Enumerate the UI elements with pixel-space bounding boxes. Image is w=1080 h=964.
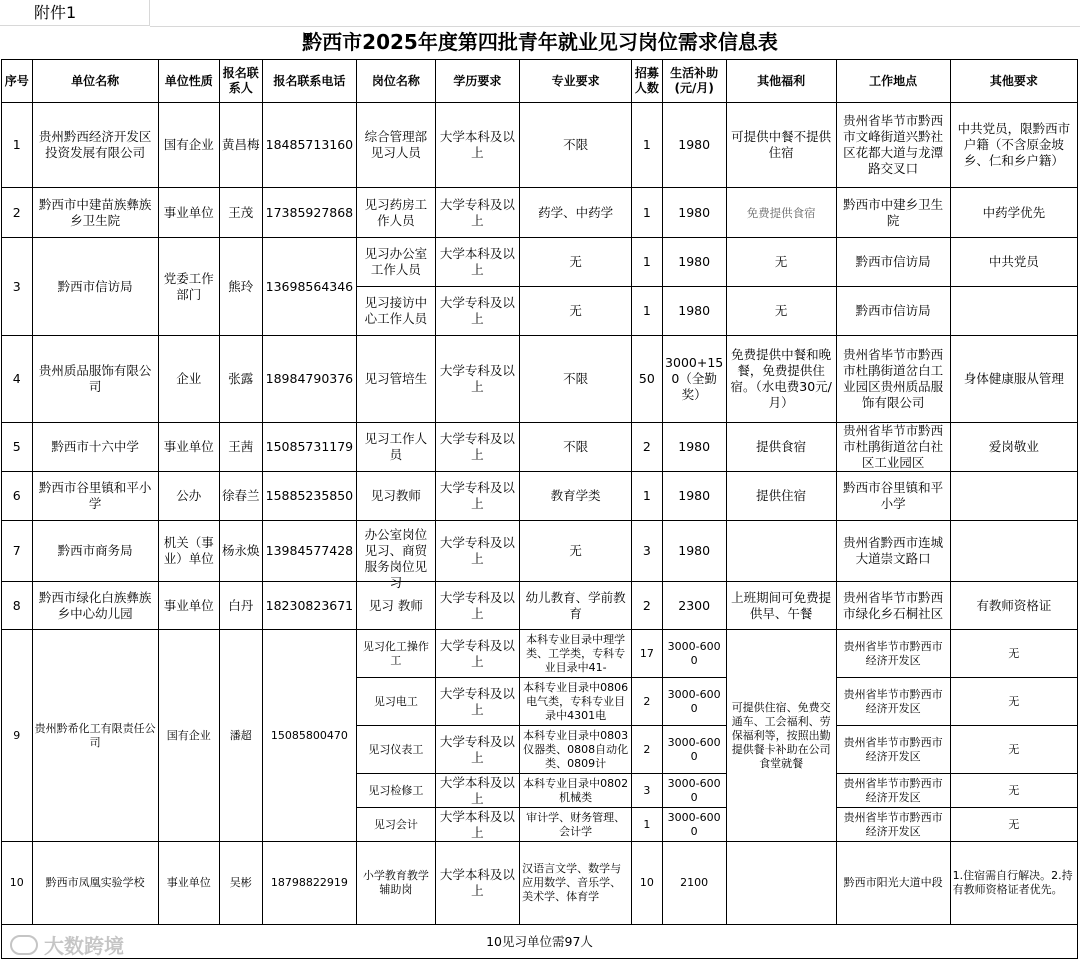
cell-major: 药学、中药学 — [520, 188, 632, 238]
cell-major: 幼儿教育、学前教育 — [520, 582, 632, 630]
cell-major — [520, 808, 632, 842]
cell-other: 无 — [950, 808, 1077, 842]
cell-count: 1 — [632, 103, 663, 188]
cell-contact: 张露 — [219, 336, 262, 423]
cell-other: 中共党员 — [950, 238, 1077, 287]
major-text: 本科专业目录中0802机械类 — [523, 776, 629, 804]
cell-subsidy: 3000-6000 — [662, 678, 726, 726]
cell-contact: 杨永焕 — [219, 521, 262, 582]
header-cell: 报名联系电话 — [262, 60, 357, 103]
header-cell: 生活补助(元/月) — [662, 60, 726, 103]
cell-major — [520, 678, 632, 726]
cell-position: 见习工作人员 — [357, 423, 435, 472]
cell-count: 1 — [632, 472, 663, 521]
header-cell: 报名联系人 — [219, 60, 262, 103]
cell-position: 见习办公室工作人员 — [357, 238, 435, 287]
cell-location: 贵州省毕节市黔西市文峰街道兴黔社区花都大道与龙潭路交叉口 — [836, 103, 950, 188]
cell-unit: 黔西市商务局 — [32, 521, 158, 582]
header-cell: 单位名称 — [32, 60, 158, 103]
cell-major: 教育学类 — [520, 472, 632, 521]
cell-location: 贵州省毕节市黔西市经济开发区 — [836, 774, 950, 808]
cell-welfare: 无 — [726, 238, 836, 287]
cell-subsidy: 1980 — [662, 103, 726, 188]
cell-edu: 大学专科及以上 — [435, 678, 519, 726]
header-cell: 专业要求 — [520, 60, 632, 103]
cell-contact: 吴彬 — [219, 842, 262, 925]
cell-nature: 事业单位 — [158, 842, 219, 925]
cell-subsidy: 3000-6000 — [662, 630, 726, 678]
cell-edu: 大学本科及以上 — [435, 103, 519, 188]
cell-no: 7 — [2, 521, 33, 582]
cell-nature: 党委工作部门 — [158, 238, 219, 336]
cell-major — [520, 726, 632, 774]
cell-phone: 15085800470 — [262, 630, 357, 842]
cell-unit: 贵州黔西经济开发区投资发展有限公司 — [32, 103, 158, 188]
cell-edu: 大学专科及以上 — [435, 726, 519, 774]
cell-major: 不限 — [520, 103, 632, 188]
cell-unit: 贵州黔希化工有限责任公司 — [32, 630, 158, 842]
table-row — [2, 630, 1078, 678]
cell-phone: 13984577428 — [262, 521, 357, 582]
major-text: 本科专业目录中0803仪器类、0808自动化类、0809计 — [523, 728, 629, 770]
cell-location: 贵州省毕节市黔西市绿化乡石桐社区 — [836, 582, 950, 630]
cell-edu: 大学专科及以上 — [435, 423, 519, 472]
cell-phone: 18230823671 — [262, 582, 357, 630]
cell-other: 爱岗敬业 — [950, 423, 1077, 472]
cell-edu: 大学本科及以上 — [435, 842, 519, 925]
watermark — [10, 930, 124, 959]
cell-position: 见习会计 — [357, 808, 435, 842]
cell-location: 贵州省毕节市黔西市杜鹃街道岔白工业园区贵州质品服饰有限公司 — [836, 336, 950, 423]
cell-subsidy: 3000+150（全勤奖） — [662, 336, 726, 423]
cell-contact: 潘超 — [219, 630, 262, 842]
cell-subsidy: 3000-6000 — [662, 726, 726, 774]
cell-subsidy: 2300 — [662, 582, 726, 630]
cell-nature: 国有企业 — [158, 630, 219, 842]
cell-nature: 事业单位 — [158, 582, 219, 630]
cell-edu: 大学专科及以上 — [435, 287, 519, 336]
footer-row — [2, 925, 1078, 959]
attachment-label: 附件1 — [0, 0, 150, 26]
cell-unit: 黔西市中建苗族彝族乡卫生院 — [32, 188, 158, 238]
cell-position: 见习管培生 — [357, 336, 435, 423]
cell-position: 见习教师 — [357, 472, 435, 521]
cell-unit: 黔西市绿化白族彝族乡中心幼儿园 — [32, 582, 158, 630]
major-text: 本科专业目录中0806电气类，专科专业目录中4301电 — [523, 680, 629, 722]
cell-phone: 17385927868 — [262, 188, 357, 238]
table-row — [2, 423, 1078, 472]
cell-no: 3 — [2, 238, 33, 336]
cell-unit: 黔西市凤凰实验学校 — [32, 842, 158, 925]
cell-subsidy: 1980 — [662, 423, 726, 472]
cell-no: 5 — [2, 423, 33, 472]
cell-other — [950, 472, 1077, 521]
cell-other: 中共党员，限黔西市户籍（不含原金坡乡、仁和乡户籍） — [950, 103, 1077, 188]
cell-location: 贵州省毕节市黔西市经济开发区 — [836, 808, 950, 842]
cell-location: 黔西市信访局 — [836, 238, 950, 287]
cell-other: 无 — [950, 774, 1077, 808]
cell-edu: 大学专科及以上 — [435, 336, 519, 423]
cell-major: 不限 — [520, 423, 632, 472]
header-cell: 工作地点 — [836, 60, 950, 103]
cell-location: 黔西市中建乡卫生院 — [836, 188, 950, 238]
watermark-text: 大数跨境 — [44, 934, 124, 958]
cell-edu: 大学本科及以上 — [435, 238, 519, 287]
cell-edu: 大学本科及以上 — [435, 774, 519, 808]
cell-other: 无 — [950, 630, 1077, 678]
cell-count: 2 — [632, 678, 663, 726]
cell-nature: 公办 — [158, 472, 219, 521]
position-text: 办公室岗位见习、商贸服务岗位见习 — [364, 527, 428, 590]
cell-position: 见习化工操作工 — [357, 630, 435, 678]
cell-subsidy: 1980 — [662, 238, 726, 287]
table-row — [2, 582, 1078, 630]
cell-major: 汉语言文学、数学与应用数学、音乐学、美术学、体育学 — [520, 842, 632, 925]
cell-unit: 黔西市十六中学 — [32, 423, 158, 472]
cell-no: 8 — [2, 582, 33, 630]
cell-welfare: 可提供住宿、免费交通车、工会福利、劳保福利等，按照出勤提供餐卡补助在公司食堂就餐 — [726, 630, 836, 842]
cell-count: 1 — [632, 238, 663, 287]
cell-nature: 国有企业 — [158, 103, 219, 188]
table-row — [2, 103, 1078, 188]
header-cell: 其他福利 — [726, 60, 836, 103]
cell-count: 3 — [632, 521, 663, 582]
cell-welfare: 免费提供中餐和晚餐，免费提供住宿。（水电费30元/月） — [726, 336, 836, 423]
cell-count: 17 — [632, 630, 663, 678]
sheet-top-gridline — [150, 0, 1080, 27]
cell-subsidy: 2100 — [662, 842, 726, 925]
table-row — [2, 472, 1078, 521]
cell-edu: 大学专科及以上 — [435, 472, 519, 521]
header-cell: 其他要求 — [950, 60, 1077, 103]
page-title: 黔西市2025年度第四批青年就业见习岗位需求信息表 — [302, 30, 778, 54]
watermark-logo-icon — [10, 935, 38, 955]
cell-count: 10 — [632, 842, 663, 925]
cell-welfare — [726, 521, 836, 582]
cell-count: 2 — [632, 423, 663, 472]
table-row — [2, 188, 1078, 238]
cell-location: 贵州省黔西市连城大道崇文路口 — [836, 521, 950, 582]
cell-no: 2 — [2, 188, 33, 238]
cell-count: 50 — [632, 336, 663, 423]
cell-count: 1 — [632, 188, 663, 238]
cell-welfare: 无 — [726, 287, 836, 336]
cell-location: 贵州省毕节市黔西市经济开发区 — [836, 726, 950, 774]
cell-edu: 大学专科及以上 — [435, 188, 519, 238]
header-cell: 学历要求 — [435, 60, 519, 103]
cell-other — [950, 287, 1077, 336]
cell-no: 6 — [2, 472, 33, 521]
cell-count: 2 — [632, 726, 663, 774]
cell-nature: 企业 — [158, 336, 219, 423]
cell-welfare: 提供食宿 — [726, 423, 836, 472]
major-text: 本科专业目录中理学类、工学类，专科专业目录中41- — [526, 632, 626, 674]
cell-location — [836, 423, 950, 472]
cell-location: 贵州省毕节市黔西市经济开发区 — [836, 678, 950, 726]
cell-subsidy: 1980 — [662, 188, 726, 238]
table-row — [2, 336, 1078, 423]
header-row — [2, 60, 1078, 103]
cell-welfare: 可提供中餐不提供住宿 — [726, 103, 836, 188]
cell-edu: 大学本科及以上 — [435, 808, 519, 842]
location-text: 贵州省毕节市黔西市杜鹃街道岔白社区工业园区 — [843, 423, 944, 470]
cell-welfare: 上班期间可免费提供早、午餐 — [726, 582, 836, 630]
cell-no: 9 — [2, 630, 33, 842]
cell-count: 3 — [632, 774, 663, 808]
cell-location: 黔西市信访局 — [836, 287, 950, 336]
cell-subsidy: 3000-6000 — [662, 808, 726, 842]
cell-edu: 大学专科及以上 — [435, 521, 519, 582]
cell-other: 有教师资格证 — [950, 582, 1077, 630]
cell-major — [520, 630, 632, 678]
cell-welfare — [726, 842, 836, 925]
cell-subsidy: 3000-6000 — [662, 774, 726, 808]
cell-count: 1 — [632, 808, 663, 842]
cell-contact: 王茜 — [219, 423, 262, 472]
table-row — [2, 842, 1078, 925]
cell-position: 见习 教师 — [357, 582, 435, 630]
header-cell: 招募人数 — [632, 60, 663, 103]
cell-position: 综合管理部见习人员 — [357, 103, 435, 188]
cell-nature: 机关（事业）单位 — [158, 521, 219, 582]
cell-phone: 13698564346 — [262, 238, 357, 336]
cell-major: 无 — [520, 287, 632, 336]
table-row — [2, 521, 1078, 582]
cell-nature: 事业单位 — [158, 188, 219, 238]
cell-other: 无 — [950, 678, 1077, 726]
cell-subsidy: 1980 — [662, 472, 726, 521]
cell-major: 不限 — [520, 336, 632, 423]
cell-position: 小学教育教学辅助岗 — [357, 842, 435, 925]
cell-edu: 大学专科及以上 — [435, 630, 519, 678]
cell-phone: 18485713160 — [262, 103, 357, 188]
cell-edu: 大学专科及以上 — [435, 582, 519, 630]
cell-other: 中药学优先 — [950, 188, 1077, 238]
cell-count: 1 — [632, 287, 663, 336]
cell-major: 无 — [520, 238, 632, 287]
cell-contact: 王茂 — [219, 188, 262, 238]
cell-no: 4 — [2, 336, 33, 423]
cell-unit: 黔西市信访局 — [32, 238, 158, 336]
cell-other: 身体健康服从管理 — [950, 336, 1077, 423]
job-table — [1, 59, 1078, 959]
cell-position: 见习接访中心工作人员 — [357, 287, 435, 336]
cell-phone: 15885235850 — [262, 472, 357, 521]
cell-welfare: 免费提供食宿 — [726, 188, 836, 238]
cell-position: 见习检修工 — [357, 774, 435, 808]
table-row — [2, 238, 1078, 287]
cell-location: 黔西市阳光大道中段 — [836, 842, 950, 925]
cell-other: 无 — [950, 726, 1077, 774]
cell-position — [357, 521, 435, 590]
cell-location: 黔西市谷里镇和平小学 — [836, 472, 950, 521]
cell-unit: 黔西市谷里镇和平小学 — [32, 472, 158, 521]
header-cell: 岗位名称 — [357, 60, 435, 103]
cell-no: 10 — [2, 842, 33, 925]
major-text: 审计学、财务管理、会计学 — [526, 810, 626, 838]
header-cell: 序号 — [2, 60, 33, 103]
cell-subsidy: 1980 — [662, 521, 726, 582]
cell-no: 1 — [2, 103, 33, 188]
cell-other — [950, 521, 1077, 582]
cell-count: 2 — [632, 582, 663, 630]
cell-contact: 黄昌梅 — [219, 103, 262, 188]
cell-position: 见习电工 — [357, 678, 435, 726]
cell-unit: 贵州质品服饰有限公司 — [32, 336, 158, 423]
cell-welfare: 提供住宿 — [726, 472, 836, 521]
cell-position: 见习仪表工 — [357, 726, 435, 774]
cell-major — [520, 774, 632, 808]
cell-position: 见习药房工作人员 — [357, 188, 435, 238]
cell-phone: 18984790376 — [262, 336, 357, 423]
cell-location: 贵州省毕节市黔西市经济开发区 — [836, 630, 950, 678]
cell-major: 无 — [520, 521, 632, 582]
cell-subsidy: 1980 — [662, 287, 726, 336]
cell-other: 1.住宿需自行解决。2.持有教师资格证者优先。 — [950, 842, 1077, 925]
cell-contact: 白丹 — [219, 582, 262, 630]
total-summary: 10见习单位需97人 — [2, 925, 1078, 959]
cell-contact: 徐春兰 — [219, 472, 262, 521]
cell-nature: 事业单位 — [158, 423, 219, 472]
cell-phone: 15085731179 — [262, 423, 357, 472]
cell-contact: 熊玲 — [219, 238, 262, 336]
cell-phone: 18798822919 — [262, 842, 357, 925]
header-cell: 单位性质 — [158, 60, 219, 103]
